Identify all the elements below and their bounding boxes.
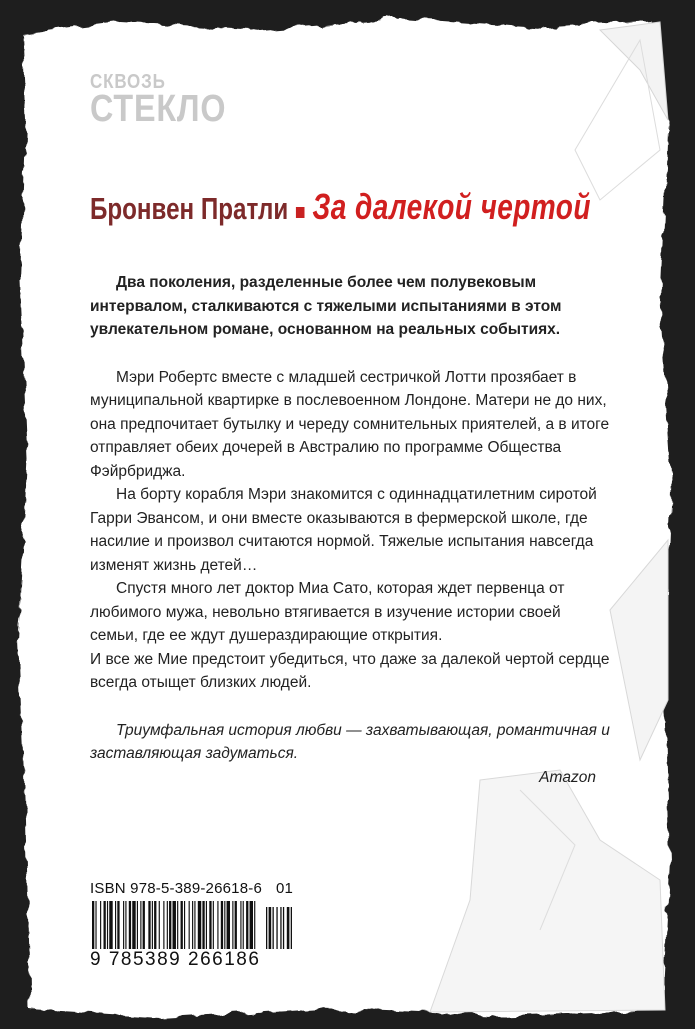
barcode-bar <box>104 901 106 949</box>
barcode-bar <box>184 901 185 949</box>
barcode-bar <box>250 901 253 949</box>
barcode-block <box>90 880 300 971</box>
series-line-2: СТЕКЛО <box>90 88 227 130</box>
barcode-bar <box>243 901 244 949</box>
barcode-bar <box>169 901 171 949</box>
barcode-bar <box>235 901 237 949</box>
barcode-bar <box>143 901 145 949</box>
barcode-bar <box>148 901 150 949</box>
barcode-addon-bar <box>291 907 292 949</box>
barcode-bar <box>159 901 160 949</box>
barcode-bar <box>173 901 176 949</box>
separator-square <box>296 207 305 218</box>
barcode-bar <box>125 901 126 949</box>
barcode-bar <box>123 901 124 949</box>
barcode-bar <box>227 901 230 949</box>
lead-paragraph: Два поколения, разделенные более чем полувековым интервалом, сталкиваются с тяжелыми испытаниями в этом увлекательном романе, основанном на реальных событиях. <box>90 274 562 338</box>
barcode-bar <box>240 901 241 949</box>
barcode-bar <box>132 901 135 949</box>
barcode-bar <box>163 901 164 949</box>
series-logo <box>90 72 226 128</box>
title-line <box>90 186 591 228</box>
barcode-bar <box>129 901 131 949</box>
barcode-bar <box>100 901 101 949</box>
barcode-bar <box>140 901 141 949</box>
isbn-addon: 01 <box>276 880 294 897</box>
barcode-bar <box>107 901 108 949</box>
barcode-bar <box>154 901 156 949</box>
barcode-bar <box>189 901 190 949</box>
barcode-addon-bar <box>269 907 272 949</box>
isbn-number: ISBN 978-5-389-26618-6 <box>90 880 263 897</box>
barcode-bars <box>90 901 300 951</box>
body-paragraph-2: На борту корабля Мэри знакомится с одиннадцатилетним сиротой Гарри Эвансом, и они вместе оказываются в фермерской школе, где насилие и произвол считаются нормой. Тяжелые испытания навсегда изменят жизнь детей… <box>90 486 597 574</box>
barcode-bar <box>152 901 153 949</box>
barcode-bar <box>194 901 195 949</box>
barcode-bar <box>92 901 94 949</box>
barcode-bar <box>137 901 138 949</box>
barcode-bar <box>217 901 218 949</box>
isbn-row <box>90 880 300 897</box>
barcode-bar <box>95 901 96 949</box>
review-quote: Триумфальная история любви — захватывающая, романтичная и заставляющая задуматься. <box>90 721 610 762</box>
barcode-bar <box>181 901 183 949</box>
barcode-bar <box>206 901 207 949</box>
quote-source: Amazon <box>539 768 596 786</box>
barcode-bar <box>109 901 112 949</box>
barcode-bar <box>221 901 223 949</box>
barcode-bar <box>213 901 214 949</box>
barcode-addon-bar <box>266 907 267 949</box>
barcode-addon-bar <box>283 907 284 949</box>
body-paragraph-3: Спустя много лет доктор Миа Сато, которая ждет первенца от любимого мужа, невольно втягивается в изучение истории своей семьи, где ее ждут душераздирающие открытия. <box>90 580 565 644</box>
series-line-1: СКВОЗЬ <box>90 71 166 93</box>
barcode-bar <box>224 901 225 949</box>
barcode-bar <box>115 901 116 949</box>
barcode-addon-bar <box>287 907 290 949</box>
body-paragraph-4: И все же Мие предстоит убедиться, что даже за далекой чертой сердце всегда отыщет близких людей. <box>90 650 610 691</box>
barcode-bar <box>167 901 168 949</box>
barcode-addon-bar <box>276 907 277 949</box>
barcode-bar <box>232 901 233 949</box>
barcode-bar <box>209 901 211 949</box>
barcode-bar <box>177 901 178 949</box>
barcode-bar <box>202 901 204 949</box>
barcode-digits: 9 785389 266186 <box>90 949 261 970</box>
barcode-addon-bar <box>273 907 274 949</box>
author-name: Бронвен Пратли <box>90 191 289 226</box>
body-paragraph-1: Мэри Робертс вместе с младшей сестричкой Лотти прозябает в муниципальной квартирке в послевоенном Лондоне. Матери не до них, она предпочитает бутылку и череду сомнительных приятелей, а в итоге отправляет обеих дочерей в Австралию по программе Общества Фэйрбриджа. <box>90 368 610 480</box>
barcode-bar <box>192 901 193 949</box>
annotation-text <box>90 271 610 789</box>
barcode-bar <box>246 901 248 949</box>
book-title: За далекой чертой <box>312 186 591 227</box>
barcode-bar <box>198 901 201 949</box>
barcode-addon-bar <box>280 907 281 949</box>
barcode-bar <box>254 901 255 949</box>
barcode-bar <box>117 901 119 949</box>
